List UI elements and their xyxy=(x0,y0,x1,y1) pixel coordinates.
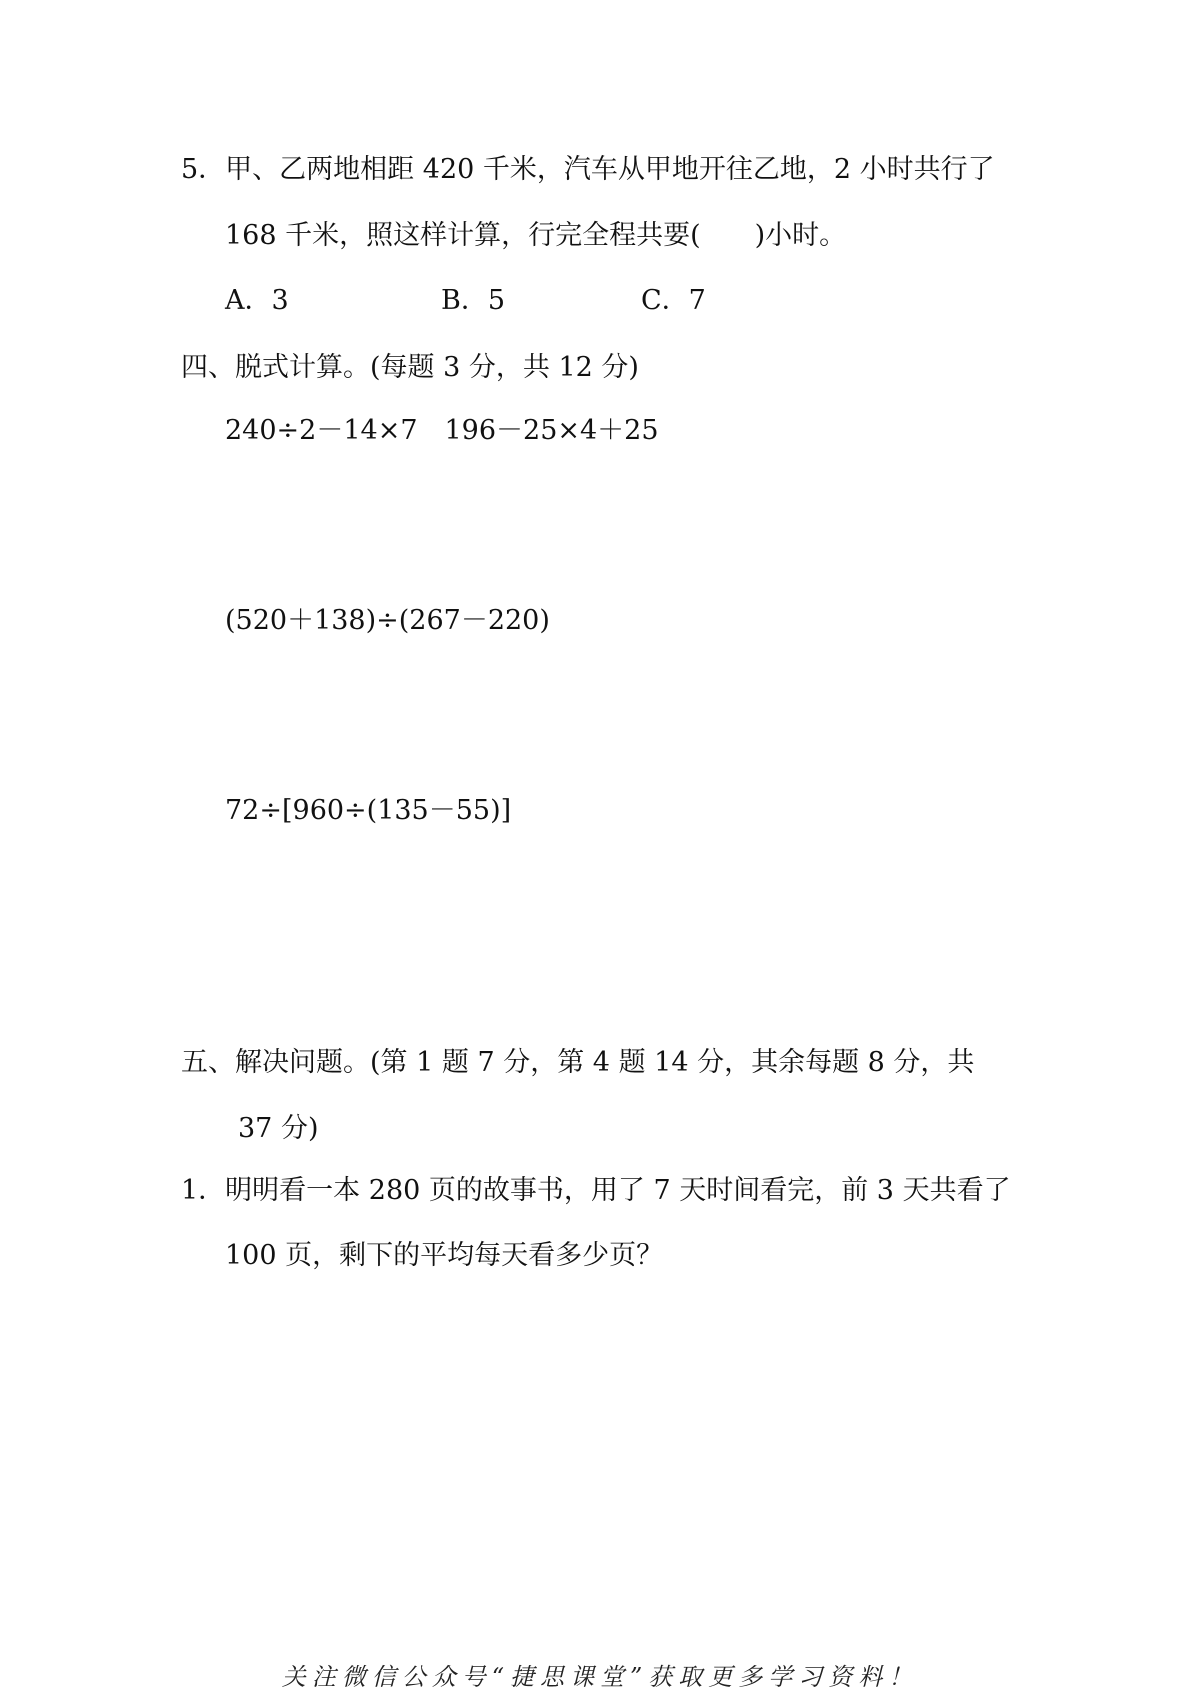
option-b: B．5 xyxy=(441,285,506,316)
problem-1-line-1: 1．明明看一本 280 页的故事书，用了 7 天时间看完，前 3 天共看了 xyxy=(181,1175,1011,1206)
section-4-heading: 四、脱式计算。(每题 3 分，共 12 分) xyxy=(181,352,639,383)
question-5-line-1: 5．甲、乙两地相距 420 千米，汽车从甲地开往乙地，2 小时共行了 xyxy=(181,154,995,185)
section-5-heading-line-2: 37 分) xyxy=(238,1113,319,1144)
option-a: A．3 xyxy=(225,285,289,316)
question-5-line-2: 168 千米，照这样计算，行完全程共要( )小时。 xyxy=(225,220,847,251)
expression-1-2: 240÷2－14×7 196－25×4＋25 xyxy=(225,415,659,446)
problem-1-line-2: 100 页，剩下的平均每天看多少页？ xyxy=(225,1240,664,1271)
footer-notice: 关注微信公众号“捷思课堂”获取更多学习资料！ xyxy=(281,1663,919,1691)
option-c: C．7 xyxy=(641,285,706,316)
expression-3: (520＋138)÷(267－220) xyxy=(225,605,550,636)
expression-4: 72÷[960÷(135－55)] xyxy=(225,795,512,826)
section-5-heading-line-1: 五、解决问题。(第 1 题 7 分，第 4 题 14 分，其余每题 8 分，共 xyxy=(181,1047,975,1078)
